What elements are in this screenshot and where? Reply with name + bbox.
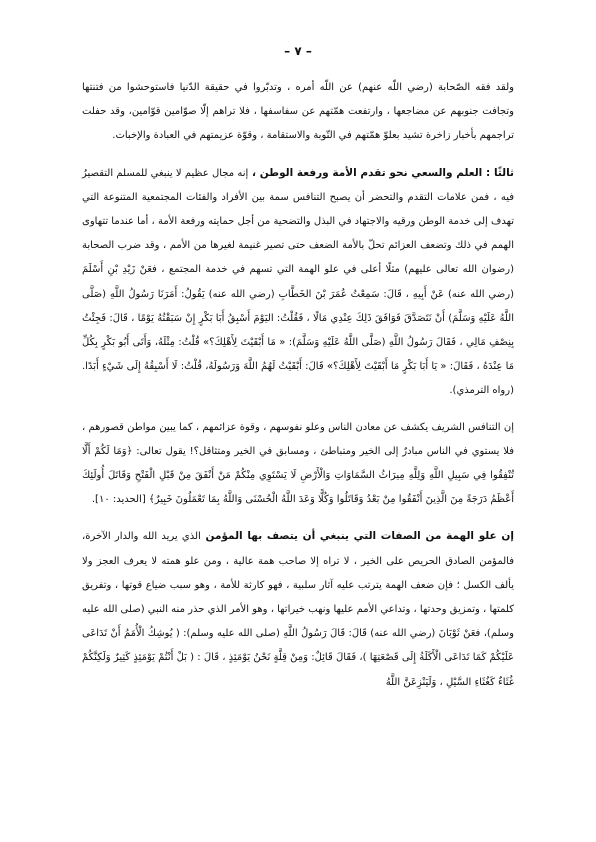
paragraph-text: ولقد فقه الصّحابة (رضي اللّه عنهم) عن اللّه أمره ، وتدبّروا في حقيقة الدّنيا فاستوحشوا من فتنتها وتجافت جنوبهم عن مضاجعها ، وارتفعت همّتهم عن سفاسفها ، فلا تراهم إلّا صوّامين قوّامين، وقد حفلت تراجمهم بأخبار زاخرة تشيد بعلوّ همّتهم في التّوبة والاستقامة ، وقوّة عزيمتهم في العبادة والإخبات.	[82, 82, 514, 142]
paragraph-text: إن التنافس الشريف يكشف عن معادن الناس وعلو نفوسهم ، وقوة عزائمهم ، كما يبين مواطن قصورهم ، فلا يستوي في الناس مبادرٌ إلى الخير ومتباطئ ، ومسابق في الخير ومتثاقل؟! يقول تعالى: ﴿وَمَا لَكُمْ أَلَّا تُنْفِقُوا فِي سَبِيلِ اللَّهِ وَلِلَّهِ مِيرَاثُ السَّمَاوَاتِ وَالْأَرْضِ لَا يَسْتَوِي مِنْكُمْ مَنْ أَنْفَقَ مِنْ قَبْلِ الْفَتْحِ وَقَاتَلَ أُولَئِكَ أَعْظَمُ دَرَجَةً مِنَ الَّذِينَ أَنْفَقُوا مِنْ بَعْدُ وَقَاتَلُوا وَكُلًّا وَعَدَ اللَّهُ الْحُسْنَى وَاللَّهُ بِمَا تَعْمَلُونَ خَبِيرٌ﴾ [الحديد: ١٠].	[82, 421, 514, 506]
paragraph-text: الذي يريد الله والدار الآخرة، فالمؤمن الصادق الحريص على الخير ، لا تراه إلا صاحب همة عالية ، ومن علو همته لا يعرف العجز ولا يألف الكسل ؛ فإن ضعف الهمة يترتب عليه آثار سلبية ، فهو كارثة للأمة ، وهو سبب ضياع قوتها ، وتفريق كلمتها ، وتمزيق وحدتها ، وتداعي الأمم عليها ونهب خيراتها ، وهو الأمر الذي حذر منه النبي (صلى الله عليه وسلم)، فعَنْ ثَوْبَانَ (رضي الله عنه) قَالَ: قَالَ رَسُولُ اللَّهِ (صلى الله عليه وسلم): ( يُوشِكُ الْأُمَمُ أَنْ تَدَاعَى عَلَيْكُمْ كَمَا تَدَاعَى الْأَكَلَةُ إِلَى قَصْعَتِهَا )، فَقَالَ قَائِلٌ: وَمِنْ قِلَّةٍ نَحْنُ يَوْمَئِذٍ ، قَالَ : ( بَلْ أَنْتُمْ يَوْمَئِذٍ كَثِيرٌ وَلَكِنَّكُمْ غُثَاءٌ كَغُثَاءِ السَّيْلِ ، وَلَيَنْزِعَنَّ اللَّهُ	[82, 531, 514, 688]
section-heading-knowledge: ثالثًا : العلم والسعي نحو تقدم الأمة ورفعة الوطن ،	[248, 166, 515, 179]
paragraph-sahaba-understanding	[82, 76, 514, 149]
page-number: – ٧ –	[284, 44, 312, 58]
paragraph-knowledge-progress	[82, 161, 514, 404]
paragraph-high-aspiration	[82, 524, 514, 694]
page-body	[82, 76, 514, 695]
paragraph-honorable-competition	[82, 416, 514, 513]
paragraph-text: إنه مجال عظيم لا ينبغي للمسلم التقصيرُ فيه ، فمن علامات التقدم والتحضر أن يصبح التنافس سمة بين الأفراد والفئات المجتمعية المتنوعة التي تهدف إلى خدمة الوطن ورقيه والاجتهاد في البذل والتضحية من أجل حمايته ورفعة الأمة ، أما عندما تتهاوى الهمم في ذلك وتضعف العزائم تحلّ بالأمة الضعف حتى تصير غنيمة لغيرها من الأمم ، وقد ضرب الصحابة (رضوان الله تعالى عليهم) مثلًا أعلى في علو الهمة التي تسهم في خدمة المجتمع ، فعَنْ زَيْدِ بْنِ أَسْلَمَ (رضي الله عنه) عَنْ أَبِيهِ ، قَالَ: سَمِعْتُ عُمَرَ بْنَ الخَطَّابِ (رضي الله عنه) يَقُولُ: أَمَرَنَا رَسُولُ اللَّهِ (صَلَّى اللَّهُ عَلَيْهِ وَسَلَّمَ) أَنْ نَتَصَدَّقَ فَوَافَقَ ذَلِكَ عِنْدِي مَالًا ، فَقُلْتُ: اليَوْمَ أَسْبِقُ أَبَا بَكْرٍ إِنْ سَبَقْتُهُ يَوْمًا ، قَالَ: فَجِئْتُ بِنِصْفِ مَالِي ، فَقَالَ رَسُولُ اللَّهِ (صَلَّى اللَّهُ عَلَيْهِ وَسَلَّمَ): « مَا أَبْقَيْتَ لِأَهْلِكَ؟» قُلْتُ: مِثْلَهُ، وَأَتَى أَبُو بَكْرٍ بِكُلِّ مَا عِنْدَهُ ، فَقَالَ: « يَا أَبَا بَكْرٍ مَا أَبْقَيْتَ لِأَهْلِكَ؟» قَالَ: أَبْقَيْتُ لَهُمُ اللَّهَ وَرَسُولَهُ، قُلْتُ: لَا أَسْبِقُهُ إِلَى شَيْءٍ أَبَدًا. (رواه الترمذي).	[82, 167, 514, 397]
section-heading-aspiration: إن علو الهمة من الصفات التي ينبغي أن يتصف بها المؤمن	[200, 530, 514, 543]
